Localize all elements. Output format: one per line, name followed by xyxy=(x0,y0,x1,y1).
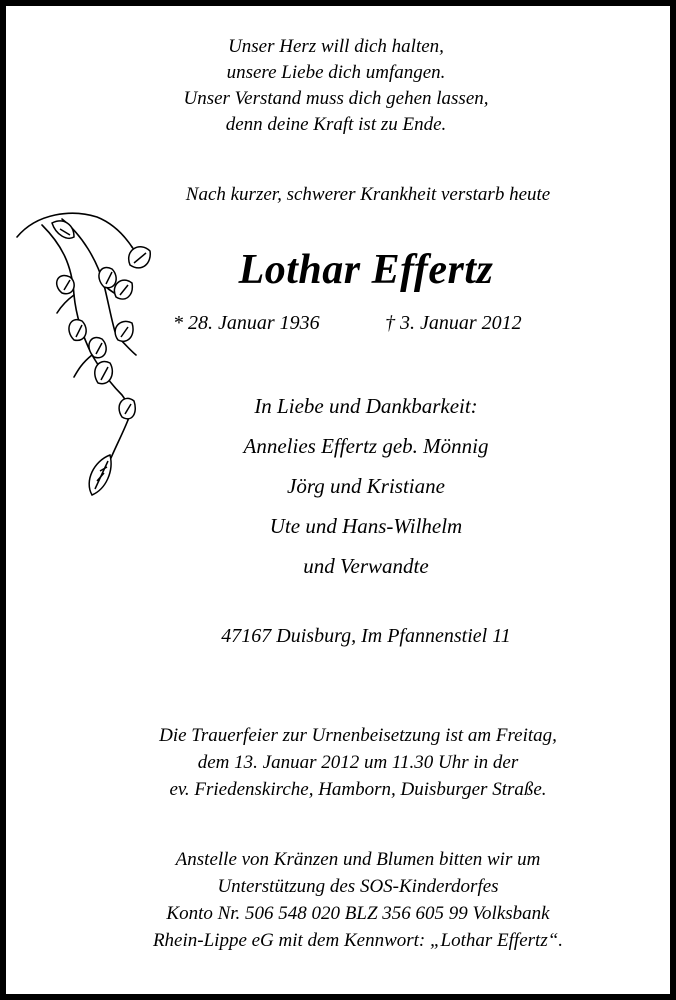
donation-line: Unterstützung des SOS-Kinderdorfes xyxy=(217,876,499,897)
death-date: † 3. Januar 2012 xyxy=(385,312,522,334)
service-line: Die Trauerfeier zur Urnenbeisetzung ist am Freitag, xyxy=(159,725,557,746)
intro-text: Nach kurzer, schwerer Krankheit verstarb heute xyxy=(185,184,551,205)
service-line: ev. Friedenskirche, Hamborn, Duisburger Straße. xyxy=(169,779,547,800)
mourner-line: Ute und Hans-Wilhelm xyxy=(269,514,463,538)
donation-line: Rhein-Lippe eG mit dem Kennwort: „Lothar Effertz“. xyxy=(152,930,564,951)
mourner-line: Jörg und Kristiane xyxy=(287,474,445,498)
address: 47167 Duisburg, Im Pfannenstiel 11 xyxy=(221,625,511,647)
birth-date: * 28. Januar 1936 xyxy=(173,312,320,334)
donation-line: Anstelle von Kränzen und Blumen bitten wir um xyxy=(175,849,541,870)
deceased-name: Lothar Effertz xyxy=(238,247,494,293)
mourner-line: und Verwandte xyxy=(303,554,429,578)
mourner-line: In Liebe und Dankbarkeit: xyxy=(254,394,478,418)
poem-line: denn deine Kraft ist zu Ende. xyxy=(225,114,447,135)
service-line: dem 13. Januar 2012 um 11.30 Uhr in der xyxy=(197,752,519,773)
poem xyxy=(0,34,674,138)
poem-line: Unser Herz will dich halten, xyxy=(228,36,444,57)
poem-line: Unser Verstand muss dich gehen lassen, xyxy=(183,88,489,109)
mourners-list xyxy=(28,386,676,586)
donation-line: Konto Nr. 506 548 020 BLZ 356 605 99 Volksbank xyxy=(166,903,550,924)
poem-line: unsere Liebe dich umfangen. xyxy=(226,62,446,83)
donation-info xyxy=(20,846,676,954)
mourner-line: Annelies Effertz geb. Mönnig xyxy=(243,434,489,458)
funeral-service-info xyxy=(20,722,676,803)
